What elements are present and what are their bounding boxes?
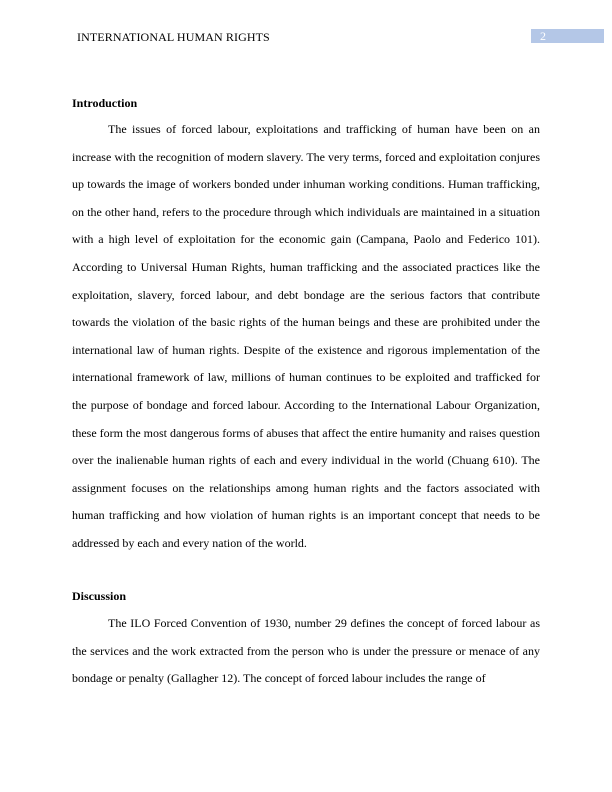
discussion-section	[72, 610, 540, 693]
discussion-paragraph: The ILO Forced Convention of 1930, number 29 defines the concept of forced labour as the services and the work extracted from the person who is under the pressure or menace of any bondage or penalty (Gallagher 12). The concept of forced labour includes the range of	[72, 616, 540, 686]
page-number: 2	[540, 29, 546, 43]
introduction-section	[72, 116, 540, 558]
introduction-paragraph: The issues of forced labour, exploitations and trafficking of human have been on an increase with the recognition of modern slavery. The very terms, forced and exploitation conjures up towards the image of workers bonded under inhuman working conditions. Human trafficking, on the other hand, refers to the procedure through which individuals are maintained in a situation with a high level of exploitation for the economic gain (Campana, Paolo and Federico 101). According to Universal Human Rights, human trafficking and the associated practices like the exploitation, slavery, forced labour, and debt bondage are the serious factors that contribute towards the violation of the basic rights of the human beings and these are prohibited under the international law of human rights. Despite of the existence and rigorous implementation of the international framework of law, millions of human continues to be exploited and trafficked for the purpose of bondage and forced labour. According to the International Labour Organization, these form the most dangerous forms of abuses that affect the entire humanity and raises question over the inalienable human rights of each and every individual in the world (Chuang 610). The assignment focuses on the relationships among human rights and the factors associated with human trafficking and how violation of human rights is an important concept that needs to be addressed by each and every nation of the world.	[72, 122, 540, 550]
page-number-box	[531, 29, 604, 43]
running-head-title: INTERNATIONAL HUMAN RIGHTS	[77, 30, 270, 44]
introduction-heading: Introduction	[72, 96, 138, 110]
discussion-heading: Discussion	[72, 589, 127, 603]
